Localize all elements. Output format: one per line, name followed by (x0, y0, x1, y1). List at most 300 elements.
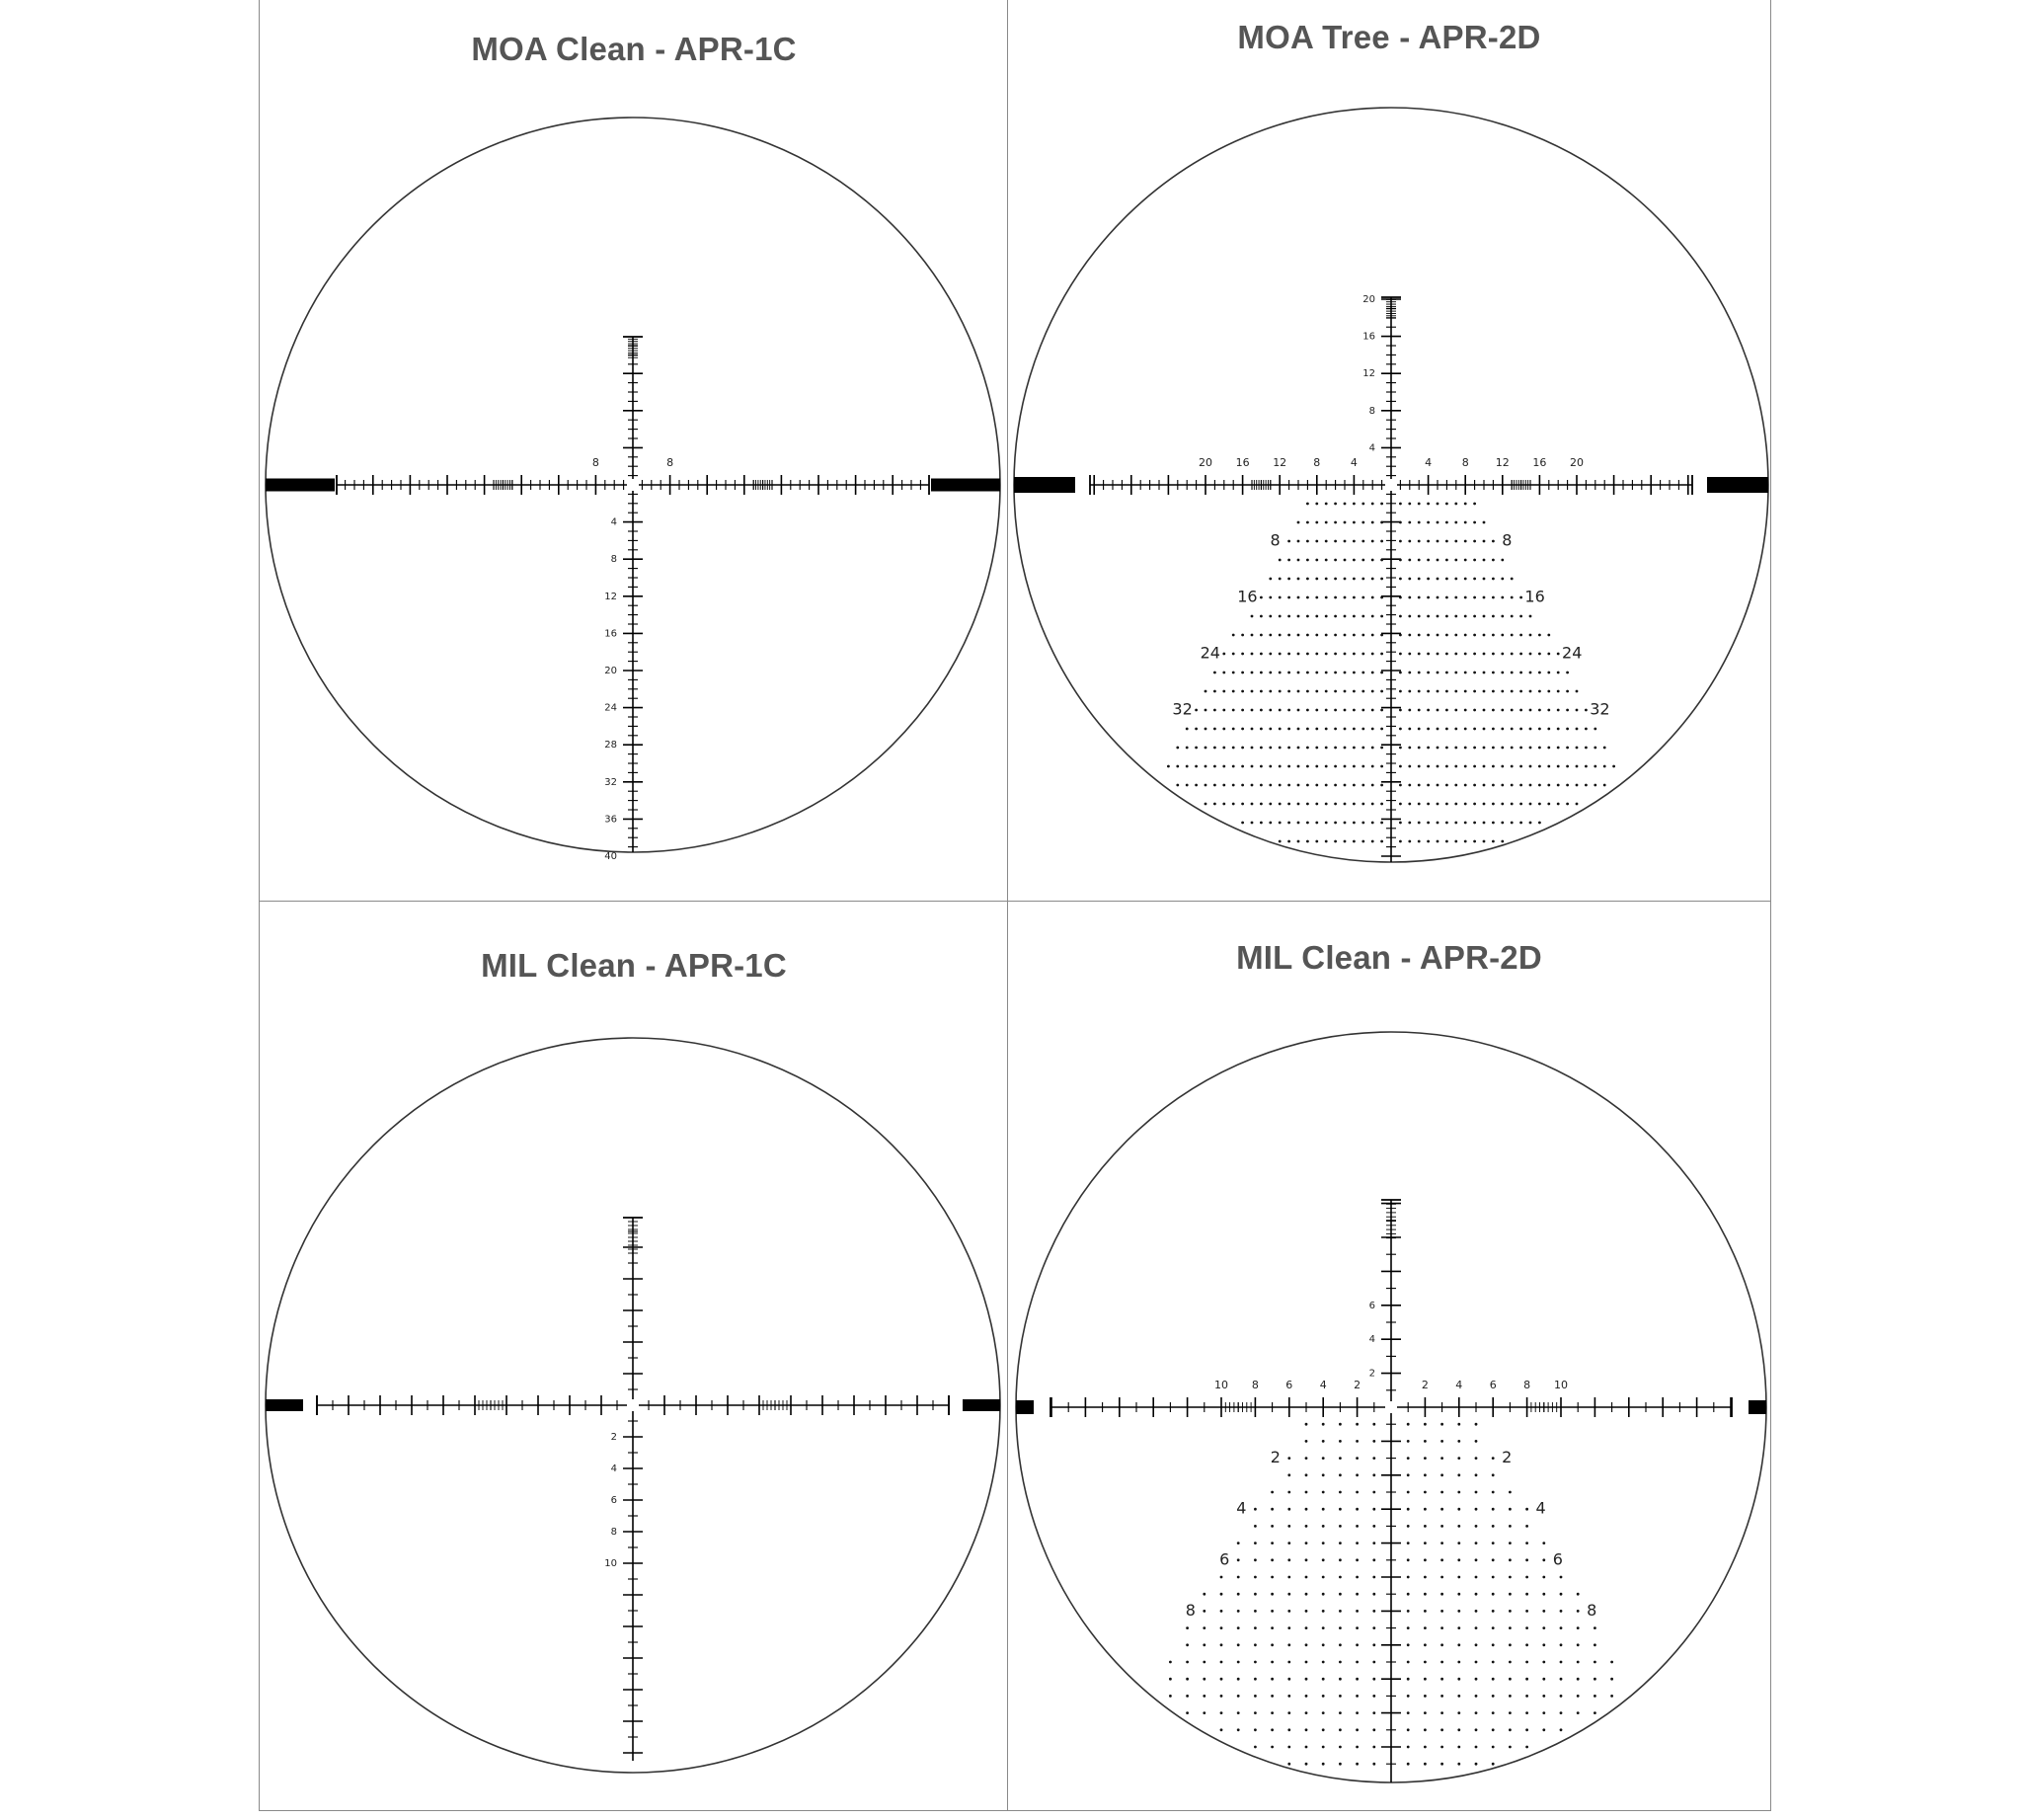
holdover-dot (1306, 503, 1309, 506)
holdover-dot (1372, 1558, 1375, 1561)
holdover-dot (1322, 1525, 1325, 1528)
holdover-dot (1353, 840, 1356, 843)
holdover-dot (1325, 709, 1328, 712)
holdover-dot (1525, 1576, 1528, 1579)
holdover-dot (1361, 690, 1364, 693)
holdover-dot (1542, 1626, 1545, 1629)
holdover-dot (1372, 1711, 1375, 1714)
holdover-dot (1205, 784, 1207, 787)
holdover-dot (1339, 1593, 1342, 1596)
holdover-dot (1547, 690, 1550, 693)
holdover-dot (1322, 1746, 1325, 1749)
holdover-dot (1372, 1695, 1375, 1698)
holdover-dot (1594, 728, 1596, 731)
tree-row-label: 6 (1219, 1549, 1230, 1569)
holdover-dot (1576, 690, 1579, 693)
holdover-dot (1475, 1643, 1478, 1646)
holdover-dot (1271, 1746, 1274, 1749)
reticle-title: MIL Clean - APR-2D (1236, 939, 1542, 976)
holdover-dot (1380, 615, 1383, 618)
holdover-dot (1287, 634, 1290, 637)
holdover-dot (1542, 1728, 1545, 1731)
holdover-dot (1254, 1626, 1257, 1629)
holdover-dot (1464, 559, 1467, 562)
holdover-dot (1457, 1746, 1460, 1749)
holdover-dot (1380, 709, 1383, 712)
horizontal-scale-label: 8 (1461, 456, 1469, 469)
holdover-dot (1454, 615, 1457, 618)
holdover-dot (1279, 634, 1282, 637)
holdover-dot (1344, 615, 1347, 618)
holdover-dot (1287, 1678, 1290, 1681)
holdover-dot (1205, 690, 1207, 693)
holdover-dot (1577, 1711, 1580, 1714)
holdover-dot (1186, 1643, 1189, 1646)
holdover-dot (1454, 578, 1457, 581)
holdover-dot (1371, 540, 1374, 543)
holdover-dot (1305, 1610, 1308, 1613)
holdover-dot (1305, 1576, 1308, 1579)
holdover-dot (1222, 672, 1225, 674)
holdover-dot (1306, 615, 1309, 618)
holdover-dot (1251, 634, 1254, 637)
holdover-dot (1297, 578, 1300, 581)
holdover-dot (1322, 1711, 1325, 1714)
holdover-dot (1473, 521, 1476, 524)
holdover-dot (1322, 1473, 1325, 1476)
holdover-dot (1287, 615, 1290, 618)
holdover-dot (1372, 1542, 1375, 1544)
holdover-dot (1407, 1576, 1410, 1579)
holdover-dot (1445, 728, 1448, 731)
reticle-title: MOA Tree - APR-2D (1237, 19, 1541, 55)
holdover-dot (1577, 1593, 1580, 1596)
holdover-dot (1511, 672, 1514, 674)
holdover-dot (1339, 1576, 1342, 1579)
holdover-dot (1271, 1643, 1274, 1646)
holdover-dot (1344, 653, 1347, 656)
holdover-dot (1427, 578, 1430, 581)
holdover-dot (1418, 765, 1421, 768)
holdover-dot (1509, 1558, 1512, 1561)
holdover-dot (1525, 1746, 1528, 1749)
holdover-dot (1483, 784, 1486, 787)
holdover-dot (1339, 1678, 1342, 1681)
holdover-dot (1525, 1728, 1528, 1731)
holdover-dot (1222, 784, 1225, 787)
holdover-dot (1454, 540, 1457, 543)
holdover-dot (1305, 1542, 1308, 1544)
holdover-dot (1483, 672, 1486, 674)
horizontal-scale-label: 6 (1489, 1379, 1497, 1391)
holdover-dot (1237, 1661, 1240, 1664)
holdover-dot (1305, 1558, 1308, 1561)
holdover-dot (1232, 784, 1235, 787)
vertical-scale-label: 12 (1362, 368, 1375, 380)
holdover-dot (1457, 1593, 1460, 1596)
holdover-dot (1322, 1695, 1325, 1698)
holdover-dot (1371, 840, 1374, 843)
holdover-dot (1279, 728, 1282, 731)
holdover-dot (1269, 822, 1272, 825)
holdover-dot (1407, 1763, 1410, 1766)
holdover-dot (1509, 1576, 1512, 1579)
holdover-dot (1271, 1491, 1274, 1494)
horizontal-scale-label: 8 (1523, 1379, 1531, 1391)
holdover-dot (1399, 521, 1402, 524)
holdover-dot (1203, 1626, 1205, 1629)
holdover-dot (1399, 578, 1402, 581)
holdover-dot (1356, 1695, 1359, 1698)
holdover-dot (1418, 784, 1421, 787)
horizontal-scale-label: 8 (666, 456, 674, 469)
vertical-scale-label: 24 (604, 702, 617, 714)
holdover-dot (1445, 653, 1448, 656)
holdover-dot (1269, 747, 1272, 750)
holdover-dot (1356, 1626, 1359, 1629)
holdover-dot (1407, 1610, 1410, 1613)
holdover-dot (1509, 1593, 1512, 1596)
holdover-dot (1594, 1661, 1596, 1664)
holdover-dot (1372, 1423, 1375, 1426)
holdover-dot (1287, 784, 1290, 787)
holdover-dot (1492, 1558, 1495, 1561)
holdover-dot (1492, 1728, 1495, 1731)
holdover-dot (1334, 709, 1337, 712)
holdover-dot (1492, 1678, 1495, 1681)
reticle-cell-moa-tree (1007, 0, 1771, 903)
holdover-dot (1220, 1678, 1223, 1681)
holdover-dot (1454, 784, 1457, 787)
holdover-dot (1445, 521, 1448, 524)
holdover-dot (1315, 540, 1318, 543)
holdover-dot (1525, 1711, 1528, 1714)
holdover-dot (1492, 578, 1495, 581)
holdover-dot (1334, 653, 1337, 656)
holdover-dot (1260, 596, 1263, 599)
holdover-dot (1399, 803, 1402, 806)
holdover-dot (1322, 1576, 1325, 1579)
holdover-dot (1254, 1542, 1257, 1544)
holdover-dot (1440, 1542, 1443, 1544)
holdover-dot (1380, 784, 1383, 787)
holdover-dot (1473, 765, 1476, 768)
holdover-dot (1305, 1593, 1308, 1596)
holdover-dot (1279, 747, 1282, 750)
holdover-dot (1241, 747, 1244, 750)
holdover-dot (1464, 615, 1467, 618)
holdover-dot (1271, 1508, 1274, 1511)
holdover-dot (1603, 765, 1606, 768)
holdover-dot (1241, 653, 1244, 656)
holdover-dot (1305, 1678, 1308, 1681)
holdover-dot (1577, 1643, 1580, 1646)
holdover-dot (1445, 822, 1448, 825)
holdover-dot (1287, 1457, 1290, 1460)
holdover-dot (1492, 840, 1495, 843)
horizontal-scale-label: 8 (591, 456, 599, 469)
holdover-dot (1576, 709, 1579, 712)
holdover-dot (1547, 803, 1550, 806)
holdover-dot (1297, 615, 1300, 618)
holdover-dot (1424, 1440, 1427, 1443)
holdover-dot (1525, 1525, 1528, 1528)
holdover-dot (1339, 1746, 1342, 1749)
holdover-dot (1297, 709, 1300, 712)
holdover-dot (1612, 765, 1615, 768)
holdover-dot (1344, 822, 1347, 825)
holdover-dot (1557, 728, 1560, 731)
holdover-dot (1492, 1661, 1495, 1664)
holdover-dot (1305, 1746, 1308, 1749)
holdover-dot (1237, 1558, 1240, 1561)
holdover-dot (1473, 840, 1476, 843)
holdover-dot (1232, 747, 1235, 750)
holdover-dot (1529, 672, 1532, 674)
holdover-dot (1437, 690, 1439, 693)
holdover-dot (1269, 709, 1272, 712)
holdover-dot (1408, 709, 1411, 712)
holdover-dot (1380, 822, 1383, 825)
holdover-dot (1445, 540, 1448, 543)
holdover-dot (1566, 709, 1569, 712)
holdover-dot (1344, 765, 1347, 768)
holdover-dot (1176, 765, 1179, 768)
holdover-dot (1339, 1610, 1342, 1613)
holdover-dot (1585, 709, 1588, 712)
holdover-dot (1542, 1558, 1545, 1561)
holdover-dot (1454, 709, 1457, 712)
holdover-dot (1457, 1643, 1460, 1646)
holdover-dot (1509, 1695, 1512, 1698)
holdover-dot (1418, 653, 1421, 656)
holdover-dot (1437, 840, 1439, 843)
holdover-dot (1440, 1763, 1443, 1766)
holdover-dot (1475, 1558, 1478, 1561)
holdover-dot (1251, 709, 1254, 712)
holdover-dot (1251, 615, 1254, 618)
holdover-dot (1213, 690, 1216, 693)
holdover-dot (1287, 540, 1290, 543)
holdover-dot (1399, 540, 1402, 543)
holdover-dot (1437, 728, 1439, 731)
horizontal-scale-label: 16 (1235, 456, 1250, 469)
holdover-dot (1305, 1643, 1308, 1646)
holdover-dot (1371, 709, 1374, 712)
holdover-dot (1501, 747, 1504, 750)
holdover-dot (1457, 1711, 1460, 1714)
holdover-dot (1213, 728, 1216, 731)
holdover-dot (1203, 1711, 1205, 1714)
holdover-dot (1560, 1593, 1563, 1596)
holdover-dot (1399, 709, 1402, 712)
holdover-dot (1557, 690, 1560, 693)
holdover-dot (1271, 1728, 1274, 1731)
holdover-dot (1334, 540, 1337, 543)
holdover-dot (1305, 1491, 1308, 1494)
holdover-dot (1339, 1626, 1342, 1629)
vertical-scale-label: 2 (610, 1432, 617, 1443)
holdover-dot (1399, 747, 1402, 750)
holdover-dot (1511, 747, 1514, 750)
holdover-dot (1241, 728, 1244, 731)
holdover-dot (1287, 803, 1290, 806)
holdover-dot (1440, 1728, 1443, 1731)
holdover-dot (1473, 634, 1476, 637)
holdover-dot (1339, 1661, 1342, 1664)
holdover-dot (1445, 596, 1448, 599)
holdover-dot (1325, 822, 1328, 825)
holdover-dot (1279, 615, 1282, 618)
holdover-dot (1322, 1558, 1325, 1561)
holdover-dot (1576, 728, 1579, 731)
holdover-dot (1418, 728, 1421, 731)
holdover-dot (1195, 728, 1198, 731)
holdover-dot (1205, 728, 1207, 731)
holdover-dot (1511, 822, 1514, 825)
holdover-dot (1547, 672, 1550, 674)
holdover-dot (1325, 615, 1328, 618)
holdover-dot (1464, 578, 1467, 581)
holdover-dot (1353, 728, 1356, 731)
holdover-dot (1457, 1508, 1460, 1511)
holdover-dot (1371, 634, 1374, 637)
holdover-dot (1222, 765, 1225, 768)
holdover-dot (1232, 728, 1235, 731)
holdover-dot (1195, 747, 1198, 750)
tree-row-label: 4 (1236, 1498, 1247, 1518)
holdover-dot (1519, 653, 1522, 656)
holdover-dot (1501, 578, 1504, 581)
holdover-dot (1279, 672, 1282, 674)
holdover-dot (1542, 1711, 1545, 1714)
holdover-dot (1519, 709, 1522, 712)
holdover-dot (1287, 1542, 1290, 1544)
holdover-dot (1407, 1746, 1410, 1749)
tree-row-label: 8 (1502, 530, 1513, 550)
holdover-dot (1287, 1491, 1290, 1494)
holdover-dot (1297, 521, 1300, 524)
holdover-dot (1287, 1728, 1290, 1731)
holdover-dot (1511, 803, 1514, 806)
holdover-dot (1287, 578, 1290, 581)
holdover-dot (1424, 1626, 1427, 1629)
holdover-dot (1427, 521, 1430, 524)
holdover-dot (1492, 634, 1495, 637)
holdover-dot (1287, 1473, 1290, 1476)
holdover-dot (1566, 747, 1569, 750)
holdover-dot (1407, 1525, 1410, 1528)
holdover-dot (1473, 540, 1476, 543)
holdover-dot (1287, 822, 1290, 825)
holdover-dot (1585, 784, 1588, 787)
holdover-dot (1407, 1593, 1410, 1596)
holdover-dot (1344, 784, 1347, 787)
holdover-dot (1361, 596, 1364, 599)
holdover-dot (1483, 747, 1486, 750)
holdover-dot (1445, 747, 1448, 750)
holdover-dot (1483, 578, 1486, 581)
holdover-dot (1492, 559, 1495, 562)
holdover-dot (1408, 503, 1411, 506)
holdover-dot (1305, 1728, 1308, 1731)
holdover-dot (1440, 1473, 1443, 1476)
holdover-dot (1457, 1558, 1460, 1561)
holdover-dot (1241, 803, 1244, 806)
holdover-dot (1305, 1508, 1308, 1511)
holdover-dot (1464, 747, 1467, 750)
holdover-dot (1213, 784, 1216, 787)
holdover-dot (1334, 503, 1337, 506)
holdover-dot (1344, 503, 1347, 506)
horizontal-scale-label: 4 (1455, 1379, 1463, 1391)
holdover-dot (1322, 1626, 1325, 1629)
holdover-dot (1287, 1576, 1290, 1579)
holdover-dot (1492, 1763, 1495, 1766)
holdover-dot (1418, 596, 1421, 599)
holdover-dot (1509, 1542, 1512, 1544)
holdover-dot (1339, 1728, 1342, 1731)
holdover-dot (1501, 615, 1504, 618)
holdover-dot (1260, 747, 1263, 750)
holdover-dot (1445, 615, 1448, 618)
holdover-dot (1339, 1763, 1342, 1766)
holdover-dot (1306, 690, 1309, 693)
holdover-dot (1538, 690, 1541, 693)
horizontal-scale-label: 2 (1421, 1379, 1429, 1391)
holdover-dot (1557, 784, 1560, 787)
holdover-dot (1254, 1746, 1257, 1749)
holdover-dot (1464, 540, 1467, 543)
holdover-dot (1492, 803, 1495, 806)
holdover-dot (1610, 1661, 1613, 1664)
holdover-dot (1306, 784, 1309, 787)
holdover-dot (1418, 709, 1421, 712)
holdover-dot (1492, 690, 1495, 693)
holdover-dot (1287, 1508, 1290, 1511)
holdover-dot (1501, 803, 1504, 806)
holdover-dot (1577, 1626, 1580, 1629)
holdover-dot (1464, 709, 1467, 712)
holdover-dot (1339, 1711, 1342, 1714)
holdover-dot (1440, 1593, 1443, 1596)
holdover-dot (1473, 822, 1476, 825)
holdover-dot (1220, 1626, 1223, 1629)
holdover-dot (1356, 1678, 1359, 1681)
holdover-dot (1594, 1695, 1596, 1698)
holdover-dot (1594, 765, 1596, 768)
holdover-dot (1297, 840, 1300, 843)
holdover-dot (1380, 596, 1383, 599)
holdover-dot (1440, 1423, 1443, 1426)
holdover-dot (1473, 784, 1476, 787)
holdover-dot (1464, 822, 1467, 825)
holdover-dot (1437, 503, 1439, 506)
holdover-dot (1424, 1508, 1427, 1511)
tree-row-label: 16 (1237, 587, 1258, 606)
holdover-dot (1305, 1626, 1308, 1629)
holdover-dot (1205, 803, 1207, 806)
holdover-dot (1361, 578, 1364, 581)
vertical-scale-label: 40 (604, 851, 617, 862)
holdover-dot (1269, 653, 1272, 656)
holdover-dot (1315, 559, 1318, 562)
horizontal-scale-label: 2 (1354, 1379, 1361, 1391)
holdover-dot (1511, 653, 1514, 656)
holdover-dot (1315, 503, 1318, 506)
holdover-dot (1380, 765, 1383, 768)
holdover-dot (1509, 1525, 1512, 1528)
